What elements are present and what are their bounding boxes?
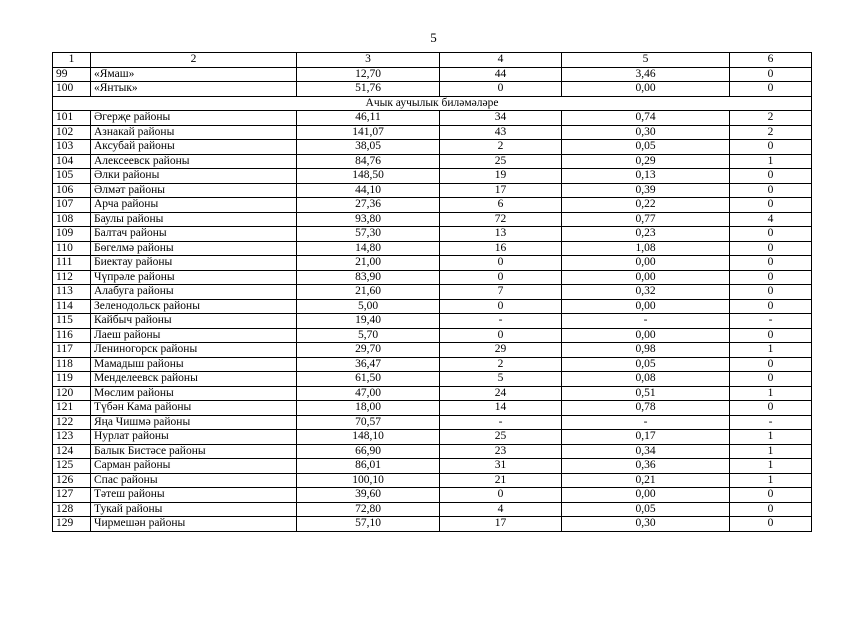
density-value: - bbox=[562, 415, 730, 430]
col6-value: 1 bbox=[730, 473, 812, 488]
count-value: 23 bbox=[440, 444, 562, 459]
row-number: 125 bbox=[53, 459, 91, 474]
density-value: 0,29 bbox=[562, 154, 730, 169]
district-name: Бөгелмә районы bbox=[91, 241, 297, 256]
count-value: 0 bbox=[440, 328, 562, 343]
table-row bbox=[53, 111, 812, 126]
col6-value: 0 bbox=[730, 140, 812, 155]
table-row bbox=[53, 430, 812, 445]
density-value: 1,08 bbox=[562, 241, 730, 256]
count-value: 17 bbox=[440, 183, 562, 198]
table-row bbox=[53, 473, 812, 488]
area-value: 70,57 bbox=[297, 415, 440, 430]
row-number: 102 bbox=[53, 125, 91, 140]
row-number: 109 bbox=[53, 227, 91, 242]
col6-value: 1 bbox=[730, 444, 812, 459]
district-name: Алабуга районы bbox=[91, 285, 297, 300]
district-name: Чүпрәле районы bbox=[91, 270, 297, 285]
district-name: Мөслим районы bbox=[91, 386, 297, 401]
row-number: 100 bbox=[53, 82, 91, 97]
district-name: Әгерҗе районы bbox=[91, 111, 297, 126]
count-value: - bbox=[440, 314, 562, 329]
col6-value: 0 bbox=[730, 299, 812, 314]
area-value: 5,70 bbox=[297, 328, 440, 343]
col6-value: 0 bbox=[730, 227, 812, 242]
col6-value: 1 bbox=[730, 430, 812, 445]
district-name: «Янтык» bbox=[91, 82, 297, 97]
density-value: 0,30 bbox=[562, 517, 730, 532]
count-value: 0 bbox=[440, 256, 562, 271]
district-name: Азнакай районы bbox=[91, 125, 297, 140]
row-number: 101 bbox=[53, 111, 91, 126]
column-header: 2 bbox=[91, 53, 297, 68]
row-number: 120 bbox=[53, 386, 91, 401]
density-value: 0,32 bbox=[562, 285, 730, 300]
district-name: Әлмәт районы bbox=[91, 183, 297, 198]
col6-value: - bbox=[730, 314, 812, 329]
density-value: 0,22 bbox=[562, 198, 730, 213]
table-row bbox=[53, 444, 812, 459]
density-value: 0,05 bbox=[562, 357, 730, 372]
col6-value: 0 bbox=[730, 502, 812, 517]
district-name: Спас районы bbox=[91, 473, 297, 488]
table-row bbox=[53, 270, 812, 285]
area-value: 18,00 bbox=[297, 401, 440, 416]
density-value: 0,98 bbox=[562, 343, 730, 358]
density-value: 0,78 bbox=[562, 401, 730, 416]
district-name: Мамадыш районы bbox=[91, 357, 297, 372]
row-number: 104 bbox=[53, 154, 91, 169]
count-value: - bbox=[440, 415, 562, 430]
table-row bbox=[53, 212, 812, 227]
density-value: 0,13 bbox=[562, 169, 730, 184]
area-value: 57,30 bbox=[297, 227, 440, 242]
col6-value: 2 bbox=[730, 111, 812, 126]
row-number: 112 bbox=[53, 270, 91, 285]
table-row bbox=[53, 372, 812, 387]
table-row bbox=[53, 459, 812, 474]
count-value: 16 bbox=[440, 241, 562, 256]
district-name: Арча районы bbox=[91, 198, 297, 213]
row-number: 111 bbox=[53, 256, 91, 271]
district-name: Зеленодольск районы bbox=[91, 299, 297, 314]
table-row bbox=[53, 169, 812, 184]
col6-value: 0 bbox=[730, 372, 812, 387]
area-value: 19,40 bbox=[297, 314, 440, 329]
area-value: 29,70 bbox=[297, 343, 440, 358]
area-value: 44,10 bbox=[297, 183, 440, 198]
count-value: 24 bbox=[440, 386, 562, 401]
district-name: Балык Бистәсе районы bbox=[91, 444, 297, 459]
table-row bbox=[53, 386, 812, 401]
table-row bbox=[53, 502, 812, 517]
page-number: 5 bbox=[430, 30, 437, 45]
count-value: 43 bbox=[440, 125, 562, 140]
district-name: Лаеш районы bbox=[91, 328, 297, 343]
col6-value: 1 bbox=[730, 459, 812, 474]
count-value: 7 bbox=[440, 285, 562, 300]
count-value: 5 bbox=[440, 372, 562, 387]
count-value: 34 bbox=[440, 111, 562, 126]
row-number: 122 bbox=[53, 415, 91, 430]
count-value: 14 bbox=[440, 401, 562, 416]
column-header: 3 bbox=[297, 53, 440, 68]
row-number: 116 bbox=[53, 328, 91, 343]
district-name: Лениногорск районы bbox=[91, 343, 297, 358]
density-value: 0,05 bbox=[562, 140, 730, 155]
column-header: 1 bbox=[53, 53, 91, 68]
density-value: 0,00 bbox=[562, 82, 730, 97]
col6-value: 1 bbox=[730, 386, 812, 401]
area-value: 51,76 bbox=[297, 82, 440, 97]
col6-value: 0 bbox=[730, 285, 812, 300]
count-value: 44 bbox=[440, 67, 562, 82]
table-row bbox=[53, 517, 812, 532]
count-value: 0 bbox=[440, 82, 562, 97]
table-row bbox=[53, 198, 812, 213]
table-row bbox=[53, 67, 812, 82]
district-name: Баулы районы bbox=[91, 212, 297, 227]
row-number: 124 bbox=[53, 444, 91, 459]
district-name: «Ямаш» bbox=[91, 67, 297, 82]
area-value: 46,11 bbox=[297, 111, 440, 126]
table-row bbox=[53, 125, 812, 140]
area-value: 21,60 bbox=[297, 285, 440, 300]
district-name: Биектау районы bbox=[91, 256, 297, 271]
col6-value: 0 bbox=[730, 241, 812, 256]
table-row bbox=[53, 299, 812, 314]
density-value: 3,46 bbox=[562, 67, 730, 82]
col6-value: - bbox=[730, 415, 812, 430]
density-value: 0,17 bbox=[562, 430, 730, 445]
area-value: 38,05 bbox=[297, 140, 440, 155]
density-value: 0,00 bbox=[562, 299, 730, 314]
row-number: 105 bbox=[53, 169, 91, 184]
table-row bbox=[53, 488, 812, 503]
row-number: 126 bbox=[53, 473, 91, 488]
col6-value: 1 bbox=[730, 154, 812, 169]
density-value: 0,08 bbox=[562, 372, 730, 387]
row-number: 128 bbox=[53, 502, 91, 517]
table-row bbox=[53, 328, 812, 343]
table-row bbox=[53, 343, 812, 358]
count-value: 29 bbox=[440, 343, 562, 358]
district-name: Яңа Чишмә районы bbox=[91, 415, 297, 430]
density-value: 0,34 bbox=[562, 444, 730, 459]
area-value: 100,10 bbox=[297, 473, 440, 488]
column-header: 5 bbox=[562, 53, 730, 68]
col6-value: 0 bbox=[730, 82, 812, 97]
district-name: Тукай районы bbox=[91, 502, 297, 517]
col6-value: 0 bbox=[730, 357, 812, 372]
district-name: Балтач районы bbox=[91, 227, 297, 242]
col6-value: 0 bbox=[730, 183, 812, 198]
district-name: Аксубай районы bbox=[91, 140, 297, 155]
col6-value: 0 bbox=[730, 488, 812, 503]
row-number: 108 bbox=[53, 212, 91, 227]
density-value: 0,51 bbox=[562, 386, 730, 401]
table-row bbox=[53, 415, 812, 430]
district-name: Тәтеш районы bbox=[91, 488, 297, 503]
area-value: 66,90 bbox=[297, 444, 440, 459]
row-number: 107 bbox=[53, 198, 91, 213]
density-value: 0,00 bbox=[562, 328, 730, 343]
table-row bbox=[53, 82, 812, 97]
col6-value: 0 bbox=[730, 169, 812, 184]
area-value: 12,70 bbox=[297, 67, 440, 82]
col6-value: 0 bbox=[730, 67, 812, 82]
density-value: 0,74 bbox=[562, 111, 730, 126]
row-number: 99 bbox=[53, 67, 91, 82]
district-name: Нурлат районы bbox=[91, 430, 297, 445]
count-value: 0 bbox=[440, 488, 562, 503]
count-value: 13 bbox=[440, 227, 562, 242]
density-value: - bbox=[562, 314, 730, 329]
table-row bbox=[53, 227, 812, 242]
col6-value: 0 bbox=[730, 517, 812, 532]
count-value: 0 bbox=[440, 299, 562, 314]
section-row bbox=[53, 96, 812, 111]
col6-value: 2 bbox=[730, 125, 812, 140]
table-row bbox=[53, 401, 812, 416]
density-value: 0,00 bbox=[562, 488, 730, 503]
row-number: 110 bbox=[53, 241, 91, 256]
count-value: 21 bbox=[440, 473, 562, 488]
row-number: 117 bbox=[53, 343, 91, 358]
density-value: 0,05 bbox=[562, 502, 730, 517]
area-value: 21,00 bbox=[297, 256, 440, 271]
area-value: 84,76 bbox=[297, 154, 440, 169]
area-value: 83,90 bbox=[297, 270, 440, 285]
col6-value: 0 bbox=[730, 270, 812, 285]
density-value: 0,00 bbox=[562, 270, 730, 285]
district-name: Чирмешән районы bbox=[91, 517, 297, 532]
col6-value: 0 bbox=[730, 328, 812, 343]
count-value: 72 bbox=[440, 212, 562, 227]
row-number: 121 bbox=[53, 401, 91, 416]
area-value: 93,80 bbox=[297, 212, 440, 227]
area-value: 72,80 bbox=[297, 502, 440, 517]
district-name: Әлки районы bbox=[91, 169, 297, 184]
table-row bbox=[53, 140, 812, 155]
section-title: Ачык аучылык биләмәләре bbox=[53, 96, 812, 111]
density-value: 0,23 bbox=[562, 227, 730, 242]
row-number: 103 bbox=[53, 140, 91, 155]
col6-value: 0 bbox=[730, 401, 812, 416]
row-number: 129 bbox=[53, 517, 91, 532]
area-value: 36,47 bbox=[297, 357, 440, 372]
count-value: 17 bbox=[440, 517, 562, 532]
row-number: 118 bbox=[53, 357, 91, 372]
row-number: 123 bbox=[53, 430, 91, 445]
district-name: Алексеевск районы bbox=[91, 154, 297, 169]
row-number: 119 bbox=[53, 372, 91, 387]
area-value: 86,01 bbox=[297, 459, 440, 474]
col6-value: 0 bbox=[730, 198, 812, 213]
area-value: 5,00 bbox=[297, 299, 440, 314]
table-row bbox=[53, 154, 812, 169]
table-row bbox=[53, 183, 812, 198]
area-value: 47,00 bbox=[297, 386, 440, 401]
count-value: 2 bbox=[440, 140, 562, 155]
area-value: 27,36 bbox=[297, 198, 440, 213]
row-number: 106 bbox=[53, 183, 91, 198]
count-value: 4 bbox=[440, 502, 562, 517]
table-row bbox=[53, 241, 812, 256]
count-value: 0 bbox=[440, 270, 562, 285]
area-value: 57,10 bbox=[297, 517, 440, 532]
count-value: 25 bbox=[440, 154, 562, 169]
row-number: 114 bbox=[53, 299, 91, 314]
row-number: 115 bbox=[53, 314, 91, 329]
count-value: 6 bbox=[440, 198, 562, 213]
col6-value: 4 bbox=[730, 212, 812, 227]
density-value: 0,30 bbox=[562, 125, 730, 140]
density-value: 0,77 bbox=[562, 212, 730, 227]
area-value: 148,50 bbox=[297, 169, 440, 184]
table-row bbox=[53, 256, 812, 271]
row-number: 113 bbox=[53, 285, 91, 300]
area-value: 61,50 bbox=[297, 372, 440, 387]
density-value: 0,36 bbox=[562, 459, 730, 474]
area-value: 14,80 bbox=[297, 241, 440, 256]
count-value: 2 bbox=[440, 357, 562, 372]
table-row bbox=[53, 314, 812, 329]
area-value: 141,07 bbox=[297, 125, 440, 140]
density-value: 0,00 bbox=[562, 256, 730, 271]
hunting-grounds-table bbox=[52, 52, 812, 532]
table-row bbox=[53, 357, 812, 372]
col6-value: 0 bbox=[730, 256, 812, 271]
table-row bbox=[53, 285, 812, 300]
density-value: 0,21 bbox=[562, 473, 730, 488]
count-value: 31 bbox=[440, 459, 562, 474]
row-number: 127 bbox=[53, 488, 91, 503]
area-value: 39,60 bbox=[297, 488, 440, 503]
district-name: Сарман районы bbox=[91, 459, 297, 474]
area-value: 148,10 bbox=[297, 430, 440, 445]
district-name: Кайбыч районы bbox=[91, 314, 297, 329]
count-value: 25 bbox=[440, 430, 562, 445]
column-header: 4 bbox=[440, 53, 562, 68]
district-name: Түбән Кама районы bbox=[91, 401, 297, 416]
density-value: 0,39 bbox=[562, 183, 730, 198]
column-header: 6 bbox=[730, 53, 812, 68]
district-name: Менделеевск районы bbox=[91, 372, 297, 387]
column-number-row bbox=[53, 53, 812, 68]
col6-value: 1 bbox=[730, 343, 812, 358]
count-value: 19 bbox=[440, 169, 562, 184]
